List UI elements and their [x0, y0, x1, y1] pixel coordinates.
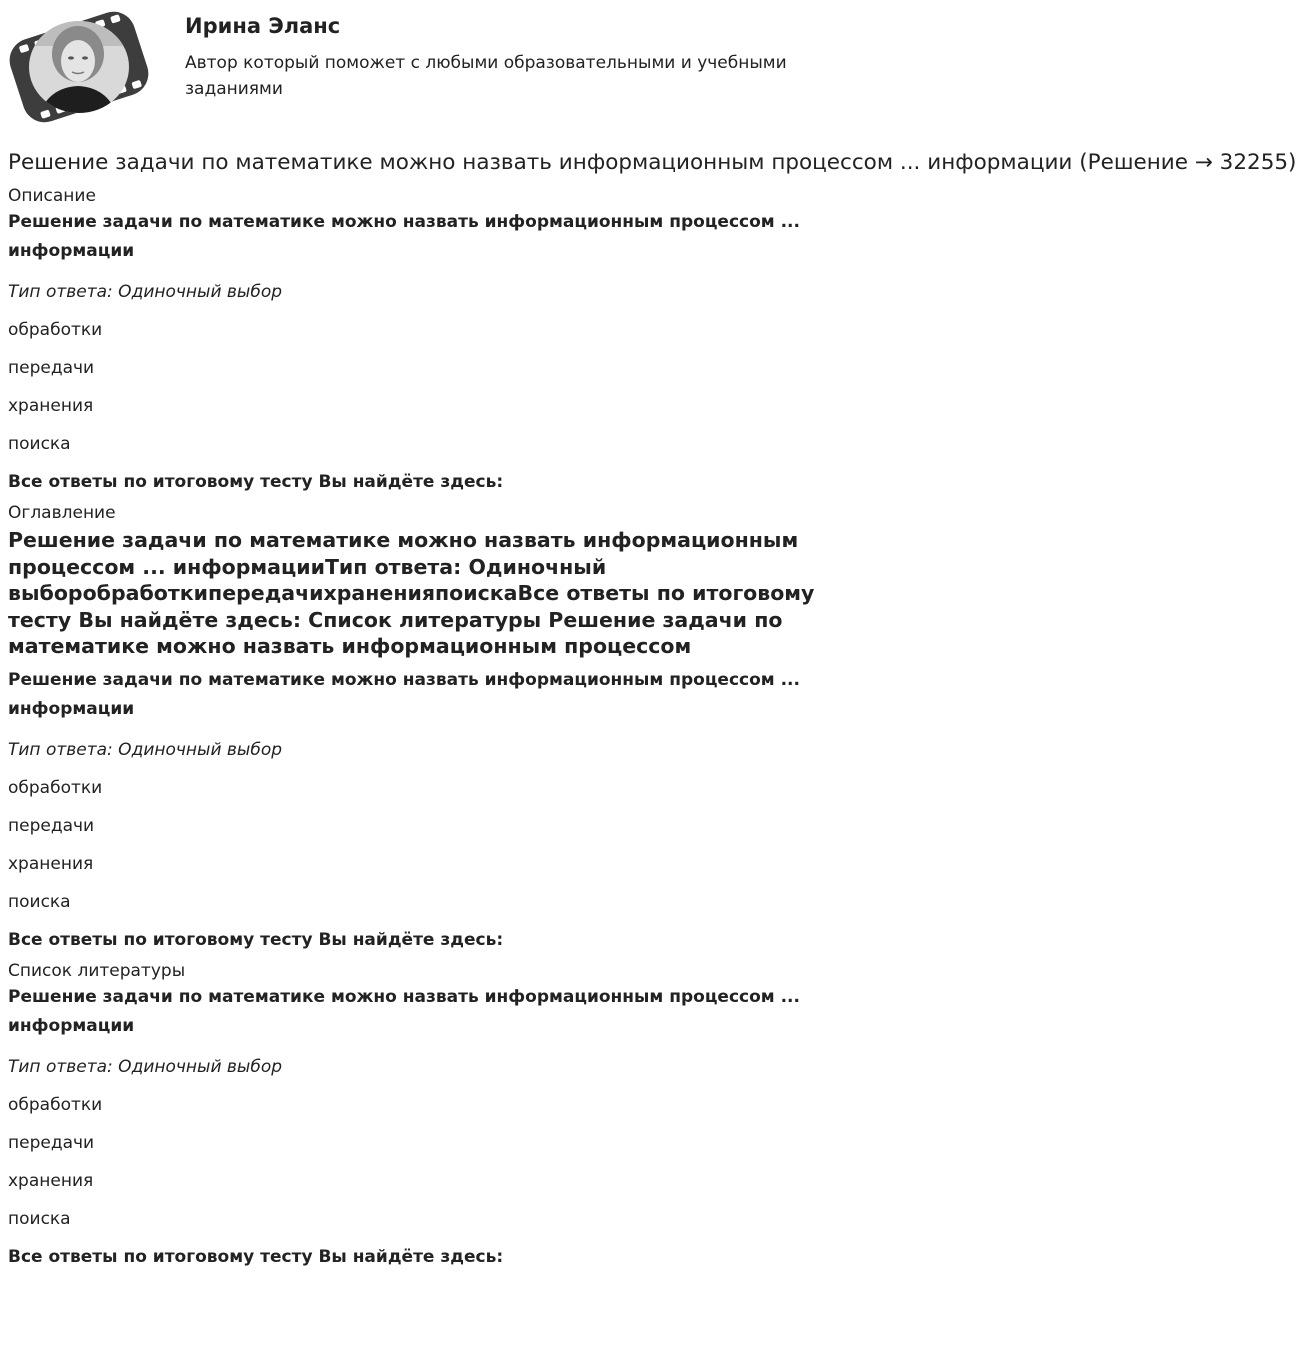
all-answers-link-text: Все ответы по итоговому тесту Вы найдёте здесь:: [8, 472, 504, 492]
toc-text: Решение задачи по математике можно назвать информационным процессом ... информацииТип ответа: Одиночный выборобработкипередачихраненияпоискаВсе ответы по итоговому тесту Вы найдёте здесь: Список литературы Решение задачи по математике можно назвать информационным процессом: [8, 528, 815, 658]
question-text: Решение задачи по математике можно назвать информационным процессом ... информации: [8, 212, 800, 261]
all-answers-link-text: Все ответы по итоговому тесту Вы найдёте здесь:: [8, 1246, 504, 1267]
question-text: Решение задачи по математике можно назвать информационным процессом ... информации: [8, 986, 800, 1036]
all-answers-link-text: Все ответы по итоговому тесту Вы найдёте здесь:: [8, 929, 504, 950]
author-card: [0, 0, 847, 140]
answer-option: поиска: [8, 891, 71, 912]
answer-option: хранения: [8, 396, 94, 416]
answer-option: обработки: [8, 320, 103, 340]
author-description: Автор который поможет с любыми образовательными и учебными заданиями: [185, 53, 787, 99]
question-text: Решение задачи по математике можно назвать информационным процессом ... информации: [8, 669, 800, 719]
answer-type: Тип ответа: Одиночный выбор: [8, 1056, 283, 1077]
answer-option: обработки: [8, 777, 103, 798]
author-photo-film-frame: [8, 6, 150, 128]
section-heading-toc: Оглавление: [8, 503, 116, 523]
answer-option: передачи: [8, 1132, 95, 1153]
answer-option: хранения: [8, 853, 94, 874]
section-heading-description: Описание: [8, 186, 96, 206]
answer-option: передачи: [8, 815, 95, 836]
description-section: [8, 184, 838, 494]
document-content: [8, 148, 1296, 1269]
answer-option: поиска: [8, 1208, 71, 1229]
answer-type: Тип ответа: Одиночный выбор: [8, 282, 283, 302]
author-name: Ирина Эланс: [185, 14, 341, 38]
bibliography-section: [8, 959, 838, 1269]
answer-option: передачи: [8, 358, 95, 378]
answer-option: обработки: [8, 1094, 103, 1115]
answer-option: поиска: [8, 434, 71, 454]
section-heading-bibliography: Список литературы: [8, 960, 186, 981]
page-title: Решение задачи по математике можно назвать информационным процессом ... информации (Решение → 32255): [8, 150, 1296, 175]
answer-option: хранения: [8, 1170, 94, 1191]
toc-section: [8, 501, 838, 952]
answer-type: Тип ответа: Одиночный выбор: [8, 739, 283, 760]
